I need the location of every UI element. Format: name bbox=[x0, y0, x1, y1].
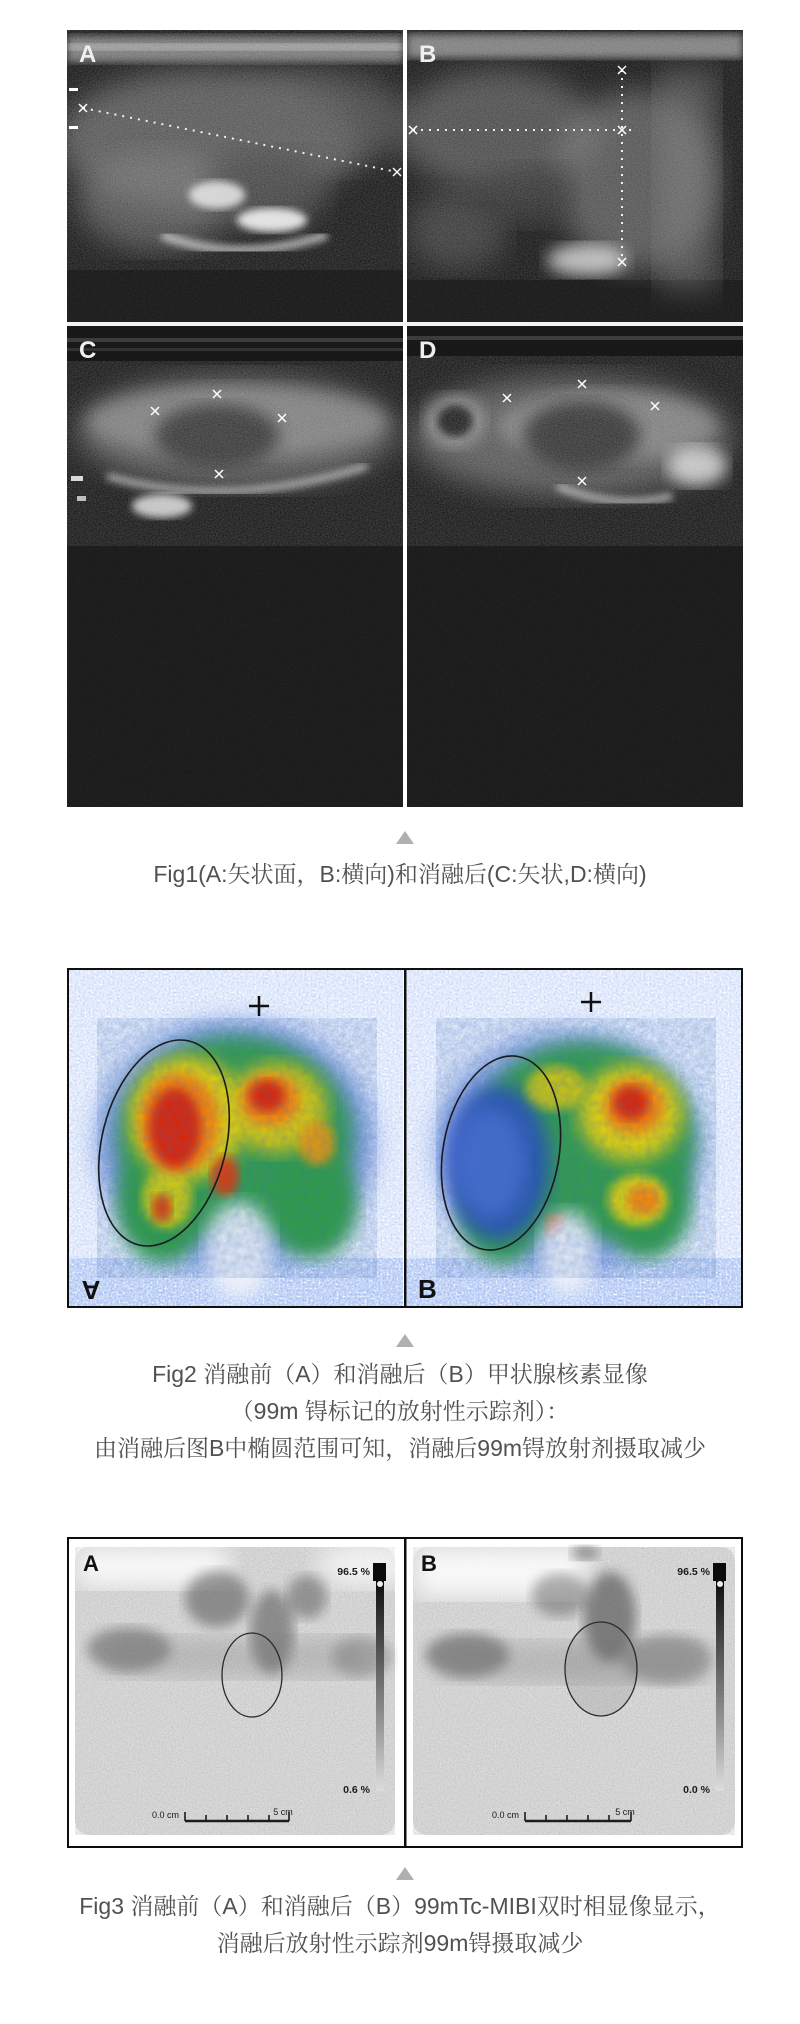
figure2-caption-line2: （99m 锝标记的放射性示踪剂）： bbox=[230, 1398, 570, 1424]
ruler-start-label: 0.0 cm bbox=[151, 1810, 179, 1820]
figure3-caption bbox=[0, 1888, 800, 1962]
triangle-up-icon bbox=[396, 1867, 414, 1880]
fig3-panel-a bbox=[75, 1543, 417, 1835]
figure1-caption: Fig1(A:矢状面，B:横向)和消融后(C:矢状,D:横向) bbox=[153, 861, 647, 887]
fig1-horizontal-divider bbox=[67, 322, 743, 326]
fig3-panel-b-label: B bbox=[421, 1551, 437, 1576]
fig1-panel-b bbox=[397, 30, 743, 322]
figure3-caption-line2: 消融后放射性示踪剂99m锝摄取减少 bbox=[216, 1930, 584, 1956]
intensity-scale-bar bbox=[716, 1579, 724, 1791]
fig3-divider bbox=[404, 1537, 407, 1848]
fig3-panel-a-label: A bbox=[83, 1551, 99, 1576]
fig2-panel-a bbox=[69, 970, 403, 1306]
figure3-mibi-image[interactable] bbox=[67, 1537, 743, 1848]
fig2-divider bbox=[404, 968, 407, 1308]
triangle-up-icon bbox=[396, 831, 414, 844]
figure2-svg bbox=[67, 968, 743, 1308]
figure3-caption-line1: Fig3 消融前（A）和消融后（B）99mTc-MIBI双时相显像显示， bbox=[79, 1893, 721, 1919]
fig3-panel-b bbox=[413, 1546, 735, 1835]
scale-bottom-value: 0.0 % bbox=[683, 1784, 710, 1796]
fig1-vertical-divider bbox=[403, 30, 407, 807]
ruler-start-label: 0.0 cm bbox=[491, 1810, 519, 1820]
triangle-up-icon bbox=[396, 1334, 414, 1347]
scale-top-value: 96.5 % bbox=[337, 1566, 370, 1578]
fig1-panel-a-label: A bbox=[79, 41, 97, 68]
intensity-scale-bar bbox=[376, 1579, 384, 1791]
scale-top-value: 96.5 % bbox=[677, 1566, 710, 1578]
figure3-svg bbox=[67, 1537, 743, 1848]
fig1-panel-a bbox=[67, 30, 407, 322]
scale-bottom-value: 0.6 % bbox=[343, 1784, 370, 1796]
scale-bar-cap bbox=[373, 1563, 386, 1581]
fig2-panel-b-label: B bbox=[418, 1274, 437, 1304]
scale-bar-cap bbox=[713, 1563, 726, 1581]
fig1-panel-b-label: B bbox=[419, 41, 437, 68]
fig1-panel-d bbox=[407, 336, 743, 807]
ruler-end-label: 5 cm bbox=[273, 1807, 293, 1817]
figure2-caption-line3: 由消融后图B中椭圆范围可知，消融后99m锝放射剂摄取减少 bbox=[93, 1435, 707, 1461]
figure2-caption bbox=[0, 1356, 800, 1467]
fig1-panel-d-label: D bbox=[419, 337, 437, 364]
fig1-panel-c bbox=[67, 337, 403, 807]
figure1-ultrasound-image[interactable] bbox=[67, 30, 743, 807]
ruler-end-label: 5 cm bbox=[615, 1807, 635, 1817]
fig2-panel-b bbox=[406, 970, 741, 1306]
figure2-scintigraphy-image[interactable] bbox=[67, 968, 743, 1308]
fig1-panel-c-label: C bbox=[79, 337, 97, 364]
figure2-caption-line1: Fig2 消融前（A）和消融后（B）甲状腺核素显像 bbox=[152, 1361, 648, 1387]
fig2-panel-a-label: A bbox=[81, 1275, 101, 1305]
figure1-svg bbox=[67, 30, 743, 807]
